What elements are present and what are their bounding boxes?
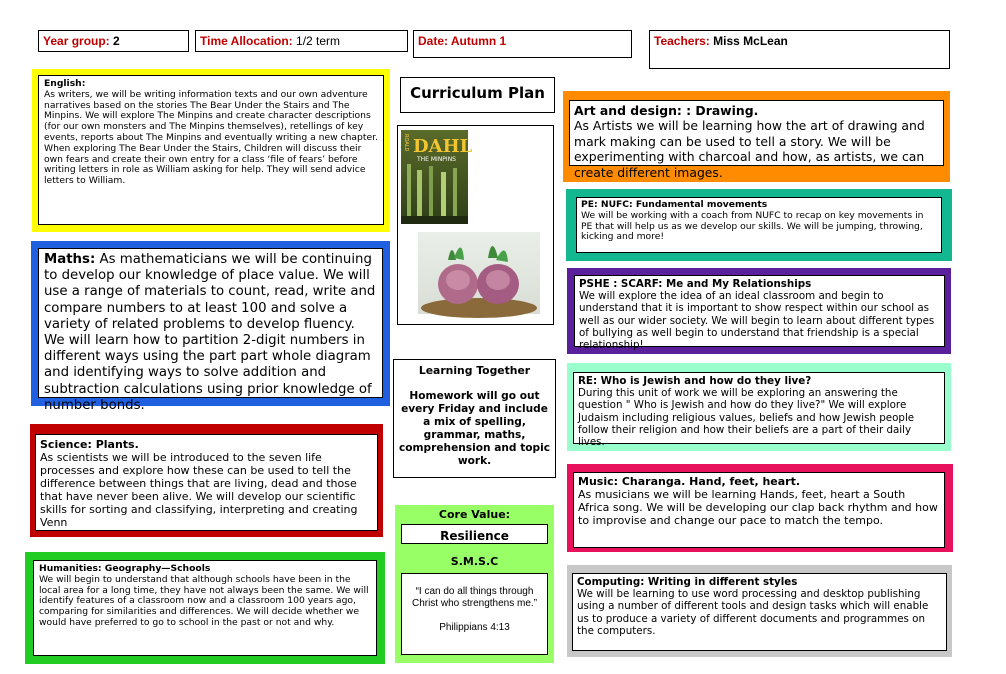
pshe-panel [567, 268, 951, 354]
book-author: DAHL [413, 136, 473, 157]
maths-body: As mathematicians we will be continuing to develop our knowledge of place value. We will use a range of materials to count, read, write and compare numbers to at least 100 and solve a variety of related problems to develop fluency. We will learn how to partition 2-digit numbers in different ways using the part part whole diagram and identifying ways to solve addition and subtraction calculations using prior knowledge of number bonds. [44, 252, 376, 413]
english-panel [32, 69, 390, 232]
time-allocation-label: Time Allocation: [200, 34, 297, 48]
core-value-quote: “I can do all things through Christ who strengthens me.” [411, 586, 538, 609]
learning-together-body: Homework will go out every Friday and include a mix of spelling, grammar, maths, comprehension and topic work. [398, 390, 551, 467]
computing-body: We will be learning to use word processing and desktop publishing using a number of different tools and design tasks which will enable us to produce a variety of different documents and programmes on the computers. [577, 588, 929, 637]
smsc-label: S.M.S.C [450, 555, 499, 568]
humanities-panel [25, 552, 385, 664]
maths-panel [31, 241, 390, 413]
bulbs-illustration [418, 232, 540, 314]
science-panel [30, 424, 383, 537]
minpins-book-cover [401, 130, 473, 224]
learning-together-box [393, 359, 556, 478]
maths-heading: Maths: [44, 252, 96, 267]
teachers-value: Miss McLean [713, 34, 788, 48]
book-brand: ROALD [403, 134, 409, 152]
pshe-body: We will explore the idea of an ideal classroom and begin to understand that it is important to show respect within our school as well as our wider society. We will begin to learn about different types of bullying as well begin to understand that friendship is a special relationship! [579, 290, 935, 352]
science-body: As scientists we will be introduced to the seven life processes and explore how these can be used to tell the difference between things that are living, dead and those that have never been alive. We will develop our scientific skills for sorting and classifying, interpreting and creating Venn [40, 451, 358, 529]
humanities-heading: Humanities: Geography—Schools [39, 563, 211, 574]
book-title: THE MINPINS [417, 156, 456, 163]
date-label: Date: Autumn 1 [418, 34, 507, 48]
science-heading: Science: Plants. [40, 438, 139, 451]
pshe-heading: SCARF: Me and My Relationships [620, 278, 812, 290]
core-value-reference: Philippians 4:13 [439, 622, 510, 633]
english-heading: English: [44, 78, 86, 89]
date-box [413, 30, 632, 58]
quote-box [401, 573, 548, 655]
pe-panel [566, 189, 952, 261]
core-value-heading: Core Value: [438, 508, 511, 521]
core-value-value: Resilience [440, 529, 509, 543]
computing-heading: Computing: Writing in different styles [577, 576, 798, 588]
page-title-box [400, 77, 555, 113]
images-box [397, 125, 554, 325]
core-value-panel [395, 505, 554, 663]
computing-panel [567, 565, 952, 657]
re-body: During this unit of work we will be exploring an answering the question " Who is Jewish and how do they live?" We will explore Judaism including religious values, beliefs and how Jewish people follow their religion and how their beliefs are a part of their daily lives. [578, 387, 915, 449]
humanities-body: We will begin to understand that although schools have been in the local area for a long time, they have not always been the same. We will identify features of a classroom now and a classroom 100 years ago, comparing for similarities and differences. We will decide whether we would have preferred to go to school in the past or not and why. [39, 573, 369, 628]
teachers-box [649, 30, 950, 69]
re-panel [567, 363, 951, 451]
year-group-box [38, 30, 189, 52]
teachers-label: Teachers: [654, 34, 714, 48]
art-panel [563, 91, 950, 182]
learning-together-heading: Learning Together [418, 364, 531, 377]
page-title: Curriculum Plan [410, 84, 545, 102]
year-group-value: 2 [113, 34, 120, 48]
music-panel [567, 464, 953, 552]
pe-heading: PE: NUFC: Fundamental movements [581, 199, 768, 210]
time-allocation-box [195, 30, 408, 52]
time-allocation-value: 1/2 term [296, 34, 341, 48]
bulbs-photo [418, 232, 540, 314]
music-heading: Music: Charanga. Hand, feet, heart. [578, 475, 801, 488]
art-heading: Art and design: : Drawing. [574, 103, 759, 118]
english-body: As writers, we will be writing information texts and our own adventure narratives based on the stories The Bear Under the Stairs and The Minpins. We will explore The Minpins and create character descriptions (for our own monsters and The Minpins themselves), retellings of key events, reports about The Minpins and eventually writing a new chapter. When exploring The Bear Under the Stairs, Children will discuss their own fears and create their own entry for a class ‘file of fears’ before writing letters in role as William asking for help. They will send advice letters to William. [44, 88, 378, 187]
core-value-box [401, 524, 548, 544]
year-group-label: Year group: [43, 34, 114, 48]
re-heading: RE: Who is Jewish and how do they live? [578, 375, 812, 387]
pe-body: We will be working with a coach from NUFC to recap on key movements in PE that will help us as we develop our skills. We will be jumping, throwing, kicking and more! [581, 209, 924, 243]
pshe-heading-prefix: PSHE : [579, 278, 621, 290]
art-body: As Artists we will be learning how the art of drawing and mark making can be used to tell a story. We will be experimenting with charcoal and how, as artists, we can create different images. [574, 118, 925, 180]
music-body: As musicians we will be learning Hands, feet, heart a South Africa song. We will be developing our clap back rhythm and how to improvise and change our pace to match the tempo. [578, 488, 938, 527]
